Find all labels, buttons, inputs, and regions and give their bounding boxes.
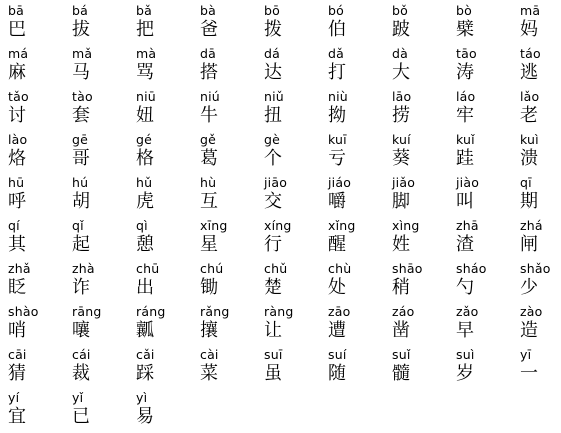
hanzi-character: 渣	[456, 234, 474, 255]
hanzi-character: 扭	[264, 105, 282, 126]
character-entry	[520, 304, 561, 347]
character-entry	[8, 175, 70, 218]
character-entry	[72, 89, 134, 132]
hanzi-character: 让	[264, 320, 282, 341]
pinyin-label: yī	[520, 347, 532, 362]
hanzi-character: 达	[264, 62, 282, 83]
character-entry	[200, 175, 262, 218]
character-entry	[136, 3, 198, 46]
character-entry	[328, 132, 390, 175]
pinyin-label: bá	[72, 3, 88, 18]
pinyin-label: má	[8, 46, 29, 61]
character-entry	[328, 3, 390, 46]
hanzi-character: 牢	[456, 105, 474, 126]
character-entry	[72, 175, 134, 218]
pinyin-label: hū	[8, 175, 25, 190]
hanzi-character: 檗	[456, 19, 474, 40]
hanzi-character: 骂	[136, 62, 154, 83]
pinyin-label: suí	[328, 347, 347, 362]
pinyin-label: jiāo	[264, 175, 288, 190]
character-entry	[520, 132, 561, 175]
character-entry	[8, 46, 70, 89]
pinyin-label: suǐ	[392, 347, 411, 362]
hanzi-character: 星	[200, 234, 218, 255]
hanzi-character: 眨	[8, 277, 26, 298]
character-entry	[72, 304, 134, 347]
hanzi-character: 攘	[200, 320, 218, 341]
character-entry	[328, 46, 390, 89]
character-entry	[200, 132, 262, 175]
character-entry	[8, 3, 70, 46]
pinyin-label: zǎo	[456, 304, 479, 319]
pinyin-label: kuī	[328, 132, 347, 147]
character-entry	[136, 304, 198, 347]
pinyin-label: láo	[456, 89, 476, 104]
pinyin-label: kuí	[392, 132, 411, 147]
character-entry	[200, 89, 262, 132]
hanzi-character: 诈	[72, 277, 90, 298]
character-entry	[264, 304, 326, 347]
hanzi-character: 交	[264, 191, 282, 212]
hanzi-character: 拔	[72, 19, 90, 40]
pinyin-label: ràng	[264, 304, 294, 319]
pinyin-label: zào	[520, 304, 543, 319]
pinyin-label: bò	[456, 3, 472, 18]
hanzi-character: 巴	[8, 19, 26, 40]
character-entry	[328, 218, 390, 261]
hanzi-character: 岁	[456, 363, 474, 384]
hanzi-character: 马	[72, 62, 90, 83]
character-entry	[8, 390, 70, 433]
pinyin-label: qī	[520, 175, 532, 190]
character-entry	[392, 304, 454, 347]
pinyin-label: niǔ	[264, 89, 284, 104]
hanzi-character: 麻	[8, 62, 26, 83]
hanzi-character: 跬	[456, 148, 474, 169]
character-entry	[456, 218, 518, 261]
character-entry	[520, 261, 561, 304]
character-entry	[264, 347, 326, 390]
character-entry	[136, 132, 198, 175]
pinyin-label: mǎ	[72, 46, 93, 61]
hanzi-character: 姓	[392, 234, 410, 255]
pinyin-label: xǐng	[328, 218, 356, 233]
character-entry	[200, 218, 262, 261]
character-entry	[136, 261, 198, 304]
character-entry	[392, 175, 454, 218]
character-entry	[392, 347, 454, 390]
character-entry	[456, 46, 518, 89]
character-entry	[264, 132, 326, 175]
character-entry	[392, 132, 454, 175]
character-entry	[328, 304, 390, 347]
hanzi-character: 拗	[328, 105, 346, 126]
pinyin-label: bǒ	[392, 3, 408, 18]
pinyin-label: zhà	[72, 261, 95, 276]
character-entry	[520, 347, 561, 390]
pinyin-label: jiáo	[328, 175, 352, 190]
pinyin-label: kuǐ	[456, 132, 475, 147]
pinyin-label: bó	[328, 3, 344, 18]
pinyin-label: ráng	[136, 304, 166, 319]
pinyin-label: tào	[72, 89, 93, 104]
character-entry	[456, 89, 518, 132]
hanzi-character: 虽	[264, 363, 282, 384]
character-entry	[456, 304, 518, 347]
hanzi-character: 行	[264, 234, 282, 255]
hanzi-character: 遭	[328, 320, 346, 341]
hanzi-character: 妈	[520, 19, 538, 40]
pinyin-label: dā	[200, 46, 216, 61]
pinyin-label: dá	[264, 46, 280, 61]
character-entry	[8, 347, 70, 390]
hanzi-character: 搭	[200, 62, 218, 83]
hanzi-character: 稍	[392, 277, 410, 298]
character-entry	[72, 390, 134, 433]
hanzi-character: 闸	[520, 234, 538, 255]
pinyin-label: zāo	[328, 304, 351, 319]
pinyin-label: mā	[520, 3, 541, 18]
character-entry	[136, 347, 198, 390]
character-entry	[136, 89, 198, 132]
pinyin-label: shǎo	[520, 261, 551, 276]
pinyin-label: shào	[8, 304, 39, 319]
pinyin-label: lāo	[392, 89, 412, 104]
pinyin-label: tāo	[456, 46, 477, 61]
pinyin-label: yǐ	[72, 390, 84, 405]
pinyin-label: jiǎo	[392, 175, 416, 190]
character-entry	[8, 304, 70, 347]
pinyin-label: chú	[200, 261, 224, 276]
pinyin-label: chū	[136, 261, 160, 276]
character-entry	[328, 261, 390, 304]
pinyin-label: xíng	[264, 218, 292, 233]
character-entry	[8, 261, 70, 304]
hanzi-character: 逃	[520, 62, 538, 83]
pinyin-label: qí	[8, 218, 20, 233]
character-entry	[200, 46, 262, 89]
hanzi-character: 大	[392, 62, 410, 83]
hanzi-character: 处	[328, 277, 346, 298]
hanzi-character: 楚	[264, 277, 282, 298]
hanzi-character: 其	[8, 234, 26, 255]
character-entry	[72, 261, 134, 304]
hanzi-character: 猜	[8, 363, 26, 384]
pinyin-label: zhā	[456, 218, 479, 233]
hanzi-character: 憩	[136, 234, 154, 255]
hanzi-character: 葛	[200, 148, 218, 169]
pinyin-label: lǎo	[520, 89, 540, 104]
character-entry	[72, 46, 134, 89]
hanzi-character: 把	[136, 19, 154, 40]
hanzi-character: 出	[136, 277, 154, 298]
hanzi-character: 早	[456, 320, 474, 341]
hanzi-character: 瓤	[136, 320, 154, 341]
hanzi-character: 嚼	[328, 191, 346, 212]
hanzi-character: 套	[72, 105, 90, 126]
hanzi-character: 随	[328, 363, 346, 384]
character-entry	[264, 89, 326, 132]
character-entry	[200, 347, 262, 390]
character-entry	[136, 390, 198, 433]
pinyin-label: qǐ	[72, 218, 84, 233]
character-entry	[72, 3, 134, 46]
hanzi-character: 打	[328, 62, 346, 83]
character-entry	[200, 261, 262, 304]
character-entry	[328, 347, 390, 390]
hanzi-character: 烙	[8, 148, 26, 169]
character-entry	[136, 218, 198, 261]
character-entry	[200, 3, 262, 46]
character-entry	[264, 218, 326, 261]
hanzi-character: 爸	[200, 19, 218, 40]
hanzi-character: 哥	[72, 148, 90, 169]
pinyin-label: chù	[328, 261, 352, 276]
pinyin-label: cāi	[8, 347, 27, 362]
character-entry	[264, 46, 326, 89]
hanzi-character: 涛	[456, 62, 474, 83]
hanzi-character: 易	[136, 406, 154, 427]
pinyin-label: xīng	[200, 218, 228, 233]
hanzi-character: 妞	[136, 105, 154, 126]
hanzi-character: 一	[520, 363, 538, 384]
character-entry	[264, 175, 326, 218]
hanzi-character: 锄	[200, 277, 218, 298]
pinyin-label: dǎ	[328, 46, 344, 61]
character-entry	[392, 218, 454, 261]
pinyin-label: hǔ	[136, 175, 153, 190]
hanzi-character: 胡	[72, 191, 90, 212]
pinyin-label: záo	[392, 304, 415, 319]
character-entry	[456, 175, 518, 218]
character-entry	[264, 3, 326, 46]
hanzi-character: 叫	[456, 191, 474, 212]
character-entry	[520, 3, 561, 46]
pinyin-label: tǎo	[8, 89, 29, 104]
character-entry	[392, 89, 454, 132]
hanzi-character: 互	[200, 191, 218, 212]
pinyin-label: bà	[200, 3, 216, 18]
pinyin-label: xìng	[392, 218, 420, 233]
pinyin-label: gè	[264, 132, 281, 147]
pinyin-label: hù	[200, 175, 217, 190]
hanzi-character: 造	[520, 320, 538, 341]
character-entry	[8, 218, 70, 261]
pinyin-label: gě	[200, 132, 217, 147]
hanzi-character: 哨	[8, 320, 26, 341]
pinyin-label: bā	[8, 3, 24, 18]
pinyin-label: mà	[136, 46, 157, 61]
character-entry	[520, 218, 561, 261]
pinyin-label: suī	[264, 347, 283, 362]
hanzi-character: 虎	[136, 191, 154, 212]
pinyin-label: zhǎ	[8, 261, 31, 276]
character-entry	[8, 132, 70, 175]
pinyin-label: jiào	[456, 175, 480, 190]
character-entry	[392, 46, 454, 89]
pinyin-label: niū	[136, 89, 156, 104]
character-entry	[392, 3, 454, 46]
hanzi-character: 脚	[392, 191, 410, 212]
hanzi-character: 葵	[392, 148, 410, 169]
character-entry	[456, 261, 518, 304]
pinyin-label: rāng	[72, 304, 102, 319]
hanzi-character: 已	[72, 406, 90, 427]
pinyin-label: dà	[392, 46, 408, 61]
pinyin-label: kuì	[520, 132, 539, 147]
pinyin-label: gé	[136, 132, 153, 147]
character-entry	[72, 347, 134, 390]
hanzi-character: 呼	[8, 191, 26, 212]
hanzi-character: 裁	[72, 363, 90, 384]
pinyin-label: sháo	[456, 261, 487, 276]
pinyin-label: lào	[8, 132, 28, 147]
hanzi-character: 起	[72, 234, 90, 255]
pinyin-label: bǎ	[136, 3, 152, 18]
hanzi-character: 凿	[392, 320, 410, 341]
character-entry	[392, 261, 454, 304]
pinyin-label: táo	[520, 46, 541, 61]
pinyin-label: suì	[456, 347, 475, 362]
hanzi-character: 老	[520, 105, 538, 126]
pinyin-label: chǔ	[264, 261, 288, 276]
character-entry	[72, 218, 134, 261]
pinyin-label: shāo	[392, 261, 423, 276]
pinyin-label: qì	[136, 218, 148, 233]
hanzi-character: 跛	[392, 19, 410, 40]
pinyin-label: yí	[8, 390, 20, 405]
character-entry	[328, 175, 390, 218]
character-entry	[72, 132, 134, 175]
hanzi-character: 牛	[200, 105, 218, 126]
hanzi-character: 溃	[520, 148, 538, 169]
hanzi-character: 格	[136, 148, 154, 169]
character-entry	[8, 89, 70, 132]
character-entry	[456, 3, 518, 46]
hanzi-character: 伯	[328, 19, 346, 40]
pinyin-label: zhá	[520, 218, 543, 233]
pinyin-label: cǎi	[136, 347, 155, 362]
hanzi-character: 醒	[328, 234, 346, 255]
hanzi-character: 勺	[456, 277, 474, 298]
hanzi-character: 髓	[392, 363, 410, 384]
pinyin-label: yì	[136, 390, 148, 405]
hanzi-character: 拨	[264, 19, 282, 40]
character-entry	[456, 347, 518, 390]
pinyin-label: cài	[200, 347, 219, 362]
hanzi-character: 少	[520, 277, 538, 298]
hanzi-character: 捞	[392, 105, 410, 126]
hanzi-character: 踩	[136, 363, 154, 384]
character-entry	[200, 304, 262, 347]
pinyin-label: niú	[200, 89, 220, 104]
hanzi-character: 嚷	[72, 320, 90, 341]
character-entry	[136, 46, 198, 89]
pinyin-label: cái	[72, 347, 91, 362]
character-entry	[456, 132, 518, 175]
character-entry	[264, 261, 326, 304]
hanzi-character: 宜	[8, 406, 26, 427]
character-entry	[136, 175, 198, 218]
hanzi-character: 亏	[328, 148, 346, 169]
character-entry	[520, 46, 561, 89]
pinyin-label: niù	[328, 89, 348, 104]
hanzi-character: 个	[264, 148, 282, 169]
hanzi-character: 菜	[200, 363, 218, 384]
hanzi-character: 讨	[8, 105, 26, 126]
pinyin-label: bō	[264, 3, 280, 18]
character-entry	[520, 89, 561, 132]
character-entry	[328, 89, 390, 132]
pinyin-label: gē	[72, 132, 89, 147]
hanzi-character: 期	[520, 191, 538, 212]
pinyin-label: rǎng	[200, 304, 230, 319]
character-entry	[520, 175, 561, 218]
pinyin-label: hú	[72, 175, 89, 190]
